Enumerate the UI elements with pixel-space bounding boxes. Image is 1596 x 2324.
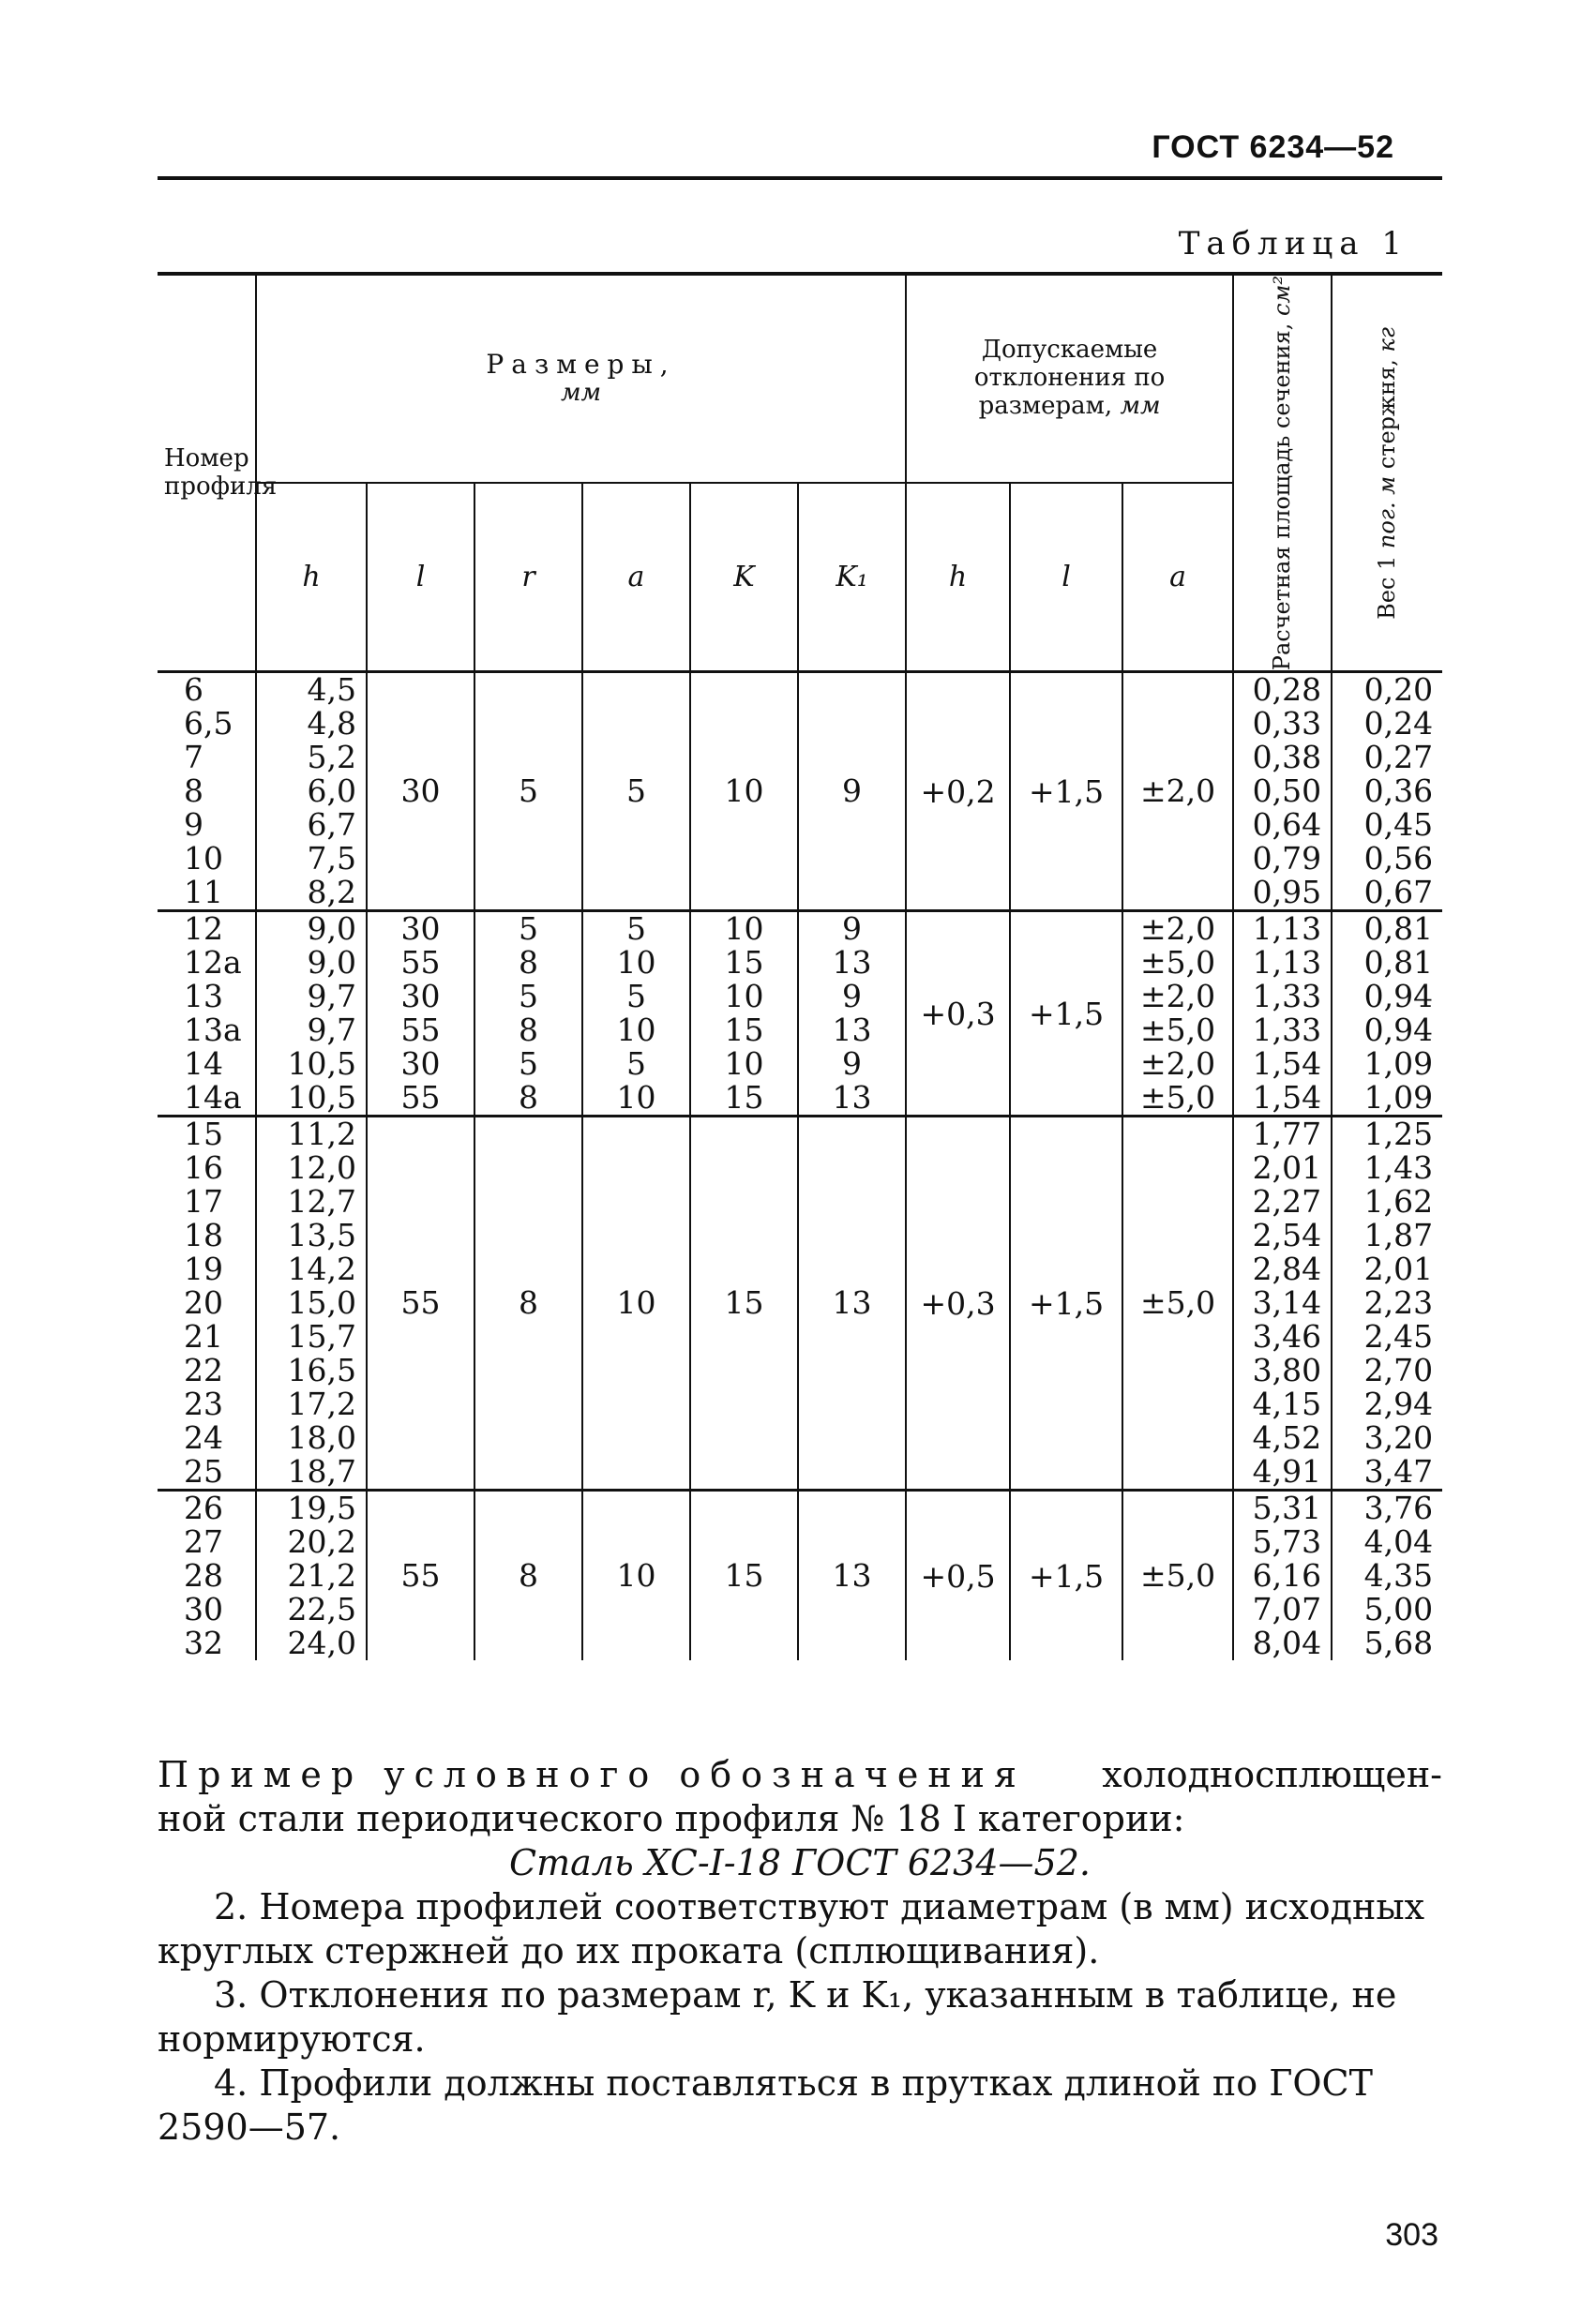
dim-l-values-value: 55 (400, 944, 441, 982)
area-values-value: 0,50 (1252, 772, 1322, 810)
dim-h-values-value: 14,2 (287, 1251, 356, 1288)
profile-numbers-value: 22 (184, 1352, 223, 1389)
dim-h-values (257, 673, 366, 909)
dim-r-values-value: 8 (519, 1079, 538, 1117)
area-values-value: 5,73 (1252, 1523, 1322, 1561)
area-values-value: 1,54 (1252, 1045, 1322, 1083)
dim-a-values-value: 10 (616, 1079, 656, 1117)
weight-values-value: 1,62 (1363, 1183, 1434, 1221)
dim-k1-values-value: 9 (842, 910, 863, 948)
page-number: 303 (1385, 2217, 1438, 2253)
weight-values-value: 0,94 (1363, 978, 1434, 1015)
area-values-value: 2,54 (1252, 1217, 1322, 1254)
note-3: 3. Отклонения по размерам r, K и K₁, указанным в таблице, не нормируются. (158, 1974, 1397, 2060)
dim-k-values-value: 15 (724, 1079, 764, 1117)
profile-numbers-value: 10 (184, 840, 223, 877)
weight-values-value: 2,45 (1363, 1318, 1434, 1356)
dim-l: l (367, 483, 474, 672)
dim-r-values-value: 5 (519, 1045, 538, 1083)
dim-k1-values-value: 13 (832, 944, 872, 982)
dim-k-values (691, 1559, 797, 1593)
table-label: Таблица 1 (1178, 225, 1408, 262)
dim-k-values-value: 10 (724, 1045, 764, 1083)
dim-r-values (475, 774, 581, 808)
tol-l: l (1010, 483, 1122, 672)
dim-l-values-value: 55 (400, 1284, 441, 1322)
example-rest: холодносплющен- (1102, 1754, 1442, 1795)
col-dimensions-unit: мм (560, 378, 602, 407)
dim-k-values-value: 10 (724, 978, 764, 1015)
area-values (1234, 1492, 1331, 1660)
dim-l-values (368, 774, 474, 808)
dim-a-values-value: 10 (616, 1557, 656, 1595)
col-profile-no-label: Номер профиля (164, 443, 278, 501)
table-row-group (158, 1117, 1442, 1491)
dim-a-values (583, 1286, 689, 1320)
dim-k1-values-value: 13 (832, 1557, 872, 1595)
area-values-value: 5,31 (1252, 1490, 1322, 1527)
weight-values-value: 0,20 (1363, 671, 1434, 709)
weight-values-value: 3,47 (1363, 1453, 1434, 1491)
weight-values-value: 1,43 (1363, 1149, 1434, 1187)
dim-h-values-value: 20,2 (287, 1523, 356, 1561)
dim-k1-values (799, 1559, 905, 1593)
weight-values-value: 2,94 (1363, 1386, 1434, 1423)
tol-a-values (1123, 1559, 1232, 1593)
dim-k-values (691, 1286, 797, 1320)
profile-numbers-value: 14 (184, 1045, 223, 1083)
dim-l-values-value: 30 (400, 1045, 441, 1083)
profile-numbers-value: 15 (184, 1116, 223, 1153)
area-values-value: 1,77 (1252, 1116, 1322, 1153)
tol-a-values (1123, 774, 1232, 808)
dim-h-values-value: 10,5 (287, 1079, 356, 1117)
profile-numbers-value: 6 (184, 671, 203, 709)
dim-h-values-value: 7,5 (307, 840, 356, 877)
dim-k1-values-value: 9 (842, 1045, 863, 1083)
dim-a: a (582, 483, 690, 672)
profile-numbers-value: 24 (184, 1419, 223, 1457)
dim-k1-values-value: 9 (842, 978, 863, 1015)
profile-numbers-value: 12а (184, 944, 242, 982)
area-values-value: 0,64 (1252, 806, 1322, 844)
dim-h-values-value: 4,5 (307, 671, 356, 709)
dim-h-values-value: 4,8 (307, 705, 356, 742)
profile-numbers-value: 13а (184, 1012, 242, 1049)
dim-l-values (368, 912, 474, 1115)
profile-numbers-value: 18 (184, 1217, 223, 1254)
tol-l-value: +1,5 (1029, 995, 1105, 1032)
dim-h: h (256, 483, 367, 672)
profile-numbers-value: 20 (184, 1284, 223, 1322)
area-values (1234, 912, 1331, 1115)
tol-a-values-value: ±5,0 (1140, 944, 1216, 982)
area-values-value: 3,80 (1252, 1352, 1322, 1389)
profile-numbers-value: 32 (184, 1625, 223, 1662)
dim-k: K (690, 483, 798, 672)
dim-h-values-value: 6,0 (307, 772, 356, 810)
profile-numbers (158, 1117, 255, 1489)
col-weight-unit2: кг (1374, 326, 1401, 352)
dim-l-values (368, 1559, 474, 1593)
dim-h-values-value: 24,0 (287, 1625, 356, 1662)
profile-numbers-value: 27 (184, 1523, 223, 1561)
col-profile-no (158, 274, 278, 672)
dim-h-values-value: 18,7 (287, 1453, 356, 1491)
weight-values-value: 0,56 (1363, 840, 1434, 877)
area-values-value: 1,13 (1252, 910, 1322, 948)
tol-h-value: +0,3 (920, 1284, 996, 1322)
dim-h-values-value: 18,0 (287, 1419, 356, 1457)
col-weight-mid: стержня, (1374, 358, 1401, 469)
tol-a-values (1123, 1286, 1232, 1320)
tol-h-value: +0,5 (920, 1557, 996, 1595)
col-weight (1332, 274, 1442, 672)
dim-r-values-value: 5 (519, 978, 538, 1015)
table-body (158, 673, 1442, 1660)
header-rule (158, 176, 1442, 180)
dim-r-values-value: 8 (519, 1012, 538, 1049)
area-values-value: 0,38 (1252, 739, 1322, 776)
dim-r-values-value: 5 (519, 772, 538, 810)
table-row-group (158, 1491, 1442, 1661)
tol-a: a (1122, 483, 1233, 672)
dim-h-values (257, 912, 366, 1115)
weight-values-value: 1,25 (1363, 1116, 1434, 1153)
col-area-unit: см² (1269, 276, 1296, 316)
dim-l-values (368, 1286, 474, 1320)
dim-k-values-value: 15 (724, 1284, 764, 1322)
weight-values-value: 4,04 (1363, 1523, 1434, 1561)
tol-a-values (1123, 912, 1232, 1115)
tol-l-value: +1,5 (1029, 1557, 1105, 1595)
area-values-value: 0,33 (1252, 705, 1322, 742)
area-values-value: 0,28 (1252, 671, 1322, 709)
dim-k1-values-value: 13 (832, 1284, 872, 1322)
dim-a-values-value: 5 (626, 772, 646, 810)
dim-h-values-value: 16,5 (287, 1352, 356, 1389)
tol-a-values-value: ±5,0 (1140, 1079, 1216, 1117)
dim-k-values-value: 15 (724, 1012, 764, 1049)
weight-values-value: 0,81 (1363, 944, 1434, 982)
col-tolerances-unit: мм (1120, 391, 1161, 420)
weight-values-value: 3,20 (1363, 1419, 1434, 1457)
example-line-1 (158, 1753, 1442, 1797)
profile-numbers-value: 9 (184, 806, 203, 844)
profile-numbers-value: 19 (184, 1251, 223, 1288)
tol-a-values-value: ±2,0 (1140, 1045, 1216, 1083)
tol-l-value: +1,5 (1029, 1284, 1105, 1322)
area-values-value: 6,16 (1252, 1557, 1322, 1595)
weight-values-value: 3,76 (1363, 1490, 1434, 1527)
profile-numbers-value: 7 (184, 739, 203, 776)
table-header-row (158, 274, 1442, 483)
tol-h: h (906, 483, 1010, 672)
dim-h-values-value: 11,2 (287, 1116, 356, 1153)
dim-h-values (257, 1492, 366, 1660)
profile-numbers-value: 21 (184, 1318, 223, 1356)
dim-l-values-value: 30 (400, 910, 441, 948)
tol-l-value: +1,5 (1029, 772, 1105, 810)
dim-r-values-value: 8 (519, 1284, 538, 1322)
dim-h-values-value: 15,7 (287, 1318, 356, 1356)
dim-h-values-value: 9,7 (307, 1012, 356, 1049)
col-dimensions (256, 274, 906, 483)
tol-a-values-value: ±2,0 (1140, 910, 1216, 948)
weight-values-value: 5,68 (1363, 1625, 1434, 1662)
dim-k1-values (799, 1286, 905, 1320)
weight-values-value: 1,09 (1363, 1079, 1434, 1117)
dim-a-values-value: 10 (616, 1284, 656, 1322)
area-values-value: 8,04 (1252, 1625, 1322, 1662)
tol-a-values-value: ±2,0 (1140, 978, 1216, 1015)
dim-h-values-value: 17,2 (287, 1386, 356, 1423)
profile-numbers (158, 912, 255, 1115)
dim-a-values (583, 912, 689, 1115)
example-designation: Сталь ХС-I-18 ГОСТ 6234—52. (509, 1842, 1091, 1883)
weight-values-value: 2,01 (1363, 1251, 1434, 1288)
notes-section (158, 1753, 1442, 2150)
col-dimensions-label: Размеры, (486, 348, 676, 380)
profile-numbers (158, 673, 255, 909)
dim-h-values-value: 9,7 (307, 978, 356, 1015)
note-2: 2. Номера профилей соответствуют диаметрам (в мм) исходных круглых стержней до их проката (сплющивания). (158, 1886, 1424, 1972)
col-weight-label: Вес 1 (1374, 555, 1401, 620)
dim-l-values-value: 30 (400, 772, 441, 810)
dim-a-values-value: 5 (626, 910, 646, 948)
profile-numbers (158, 1492, 255, 1660)
dim-h-values-value: 12,7 (287, 1183, 356, 1221)
weight-values-value: 0,27 (1363, 739, 1434, 776)
area-values-value: 0,95 (1252, 874, 1322, 911)
dim-k-values-value: 10 (724, 772, 764, 810)
dim-k1-values-value: 13 (832, 1012, 872, 1049)
dim-r-values-value: 8 (519, 1557, 538, 1595)
weight-values-value: 0,67 (1363, 874, 1434, 911)
profile-numbers-value: 25 (184, 1453, 223, 1491)
table-row-group (158, 673, 1442, 911)
col-area-label: Расчетная площадь сечения, (1269, 322, 1296, 671)
dim-h-values-value: 6,7 (307, 806, 356, 844)
profile-numbers-value: 12 (184, 910, 223, 948)
dim-a-values-value: 10 (616, 1012, 656, 1049)
dim-k1-values (799, 774, 905, 808)
col-tolerances-label: Допускаемые отклонения по размерам, (973, 336, 1166, 420)
profile-numbers-value: 17 (184, 1183, 223, 1221)
profile-table-container (158, 272, 1442, 1660)
dim-a-values-value: 10 (616, 944, 656, 982)
dim-k1-values (799, 912, 905, 1115)
dim-r-values-value: 8 (519, 944, 538, 982)
weight-values-value: 2,70 (1363, 1352, 1434, 1389)
profile-numbers-value: 23 (184, 1386, 223, 1423)
tol-h-value: +0,2 (920, 772, 996, 810)
dim-k-values (691, 912, 797, 1115)
dim-h-values-value: 21,2 (287, 1557, 356, 1595)
dim-l-values-value: 30 (400, 978, 441, 1015)
dim-k1-values-value: 13 (832, 1079, 872, 1117)
col-weight-unit1: пог. м (1374, 475, 1401, 548)
weight-values (1333, 1117, 1442, 1489)
dim-r-values (475, 1286, 581, 1320)
weight-values-value: 2,23 (1363, 1284, 1434, 1322)
area-values-value: 4,15 (1252, 1386, 1322, 1423)
area-values-value: 3,46 (1252, 1318, 1322, 1356)
dim-h-values-value: 12,0 (287, 1149, 356, 1187)
weight-values-value: 0,94 (1363, 1012, 1434, 1049)
dim-a-values-value: 5 (626, 978, 646, 1015)
dim-r-values (475, 912, 581, 1115)
dim-h-values-value: 8,2 (307, 874, 356, 911)
dim-l-values-value: 55 (400, 1079, 441, 1117)
weight-values (1333, 1492, 1442, 1660)
profile-numbers-value: 13 (184, 978, 223, 1015)
tol-a-values-value: ±5,0 (1140, 1012, 1216, 1049)
weight-values (1333, 912, 1442, 1115)
area-values-value: 3,14 (1252, 1284, 1322, 1322)
dim-a-values (583, 1559, 689, 1593)
dim-a-values-value: 5 (626, 1045, 646, 1083)
weight-values-value: 0,81 (1363, 910, 1434, 948)
weight-values-value: 4,35 (1363, 1557, 1434, 1595)
weight-values-value: 1,87 (1363, 1217, 1434, 1254)
document-code: ГОСТ 6234—52 (1152, 129, 1394, 165)
note-4: 4. Профили должны поставляться в прутках длиной по ГОСТ 2590—57. (158, 2062, 1373, 2148)
profile-numbers-value: 16 (184, 1149, 223, 1187)
dim-k1-values-value: 9 (842, 772, 863, 810)
dim-h-values-value: 10,5 (287, 1045, 356, 1083)
profile-numbers-value: 6,5 (184, 705, 233, 742)
col-area (1233, 274, 1332, 672)
dim-k-values-value: 15 (724, 1557, 764, 1595)
area-values (1234, 1117, 1331, 1489)
dim-k-values (691, 774, 797, 808)
tol-a-values-value: ±2,0 (1140, 772, 1216, 810)
area-values-value: 2,27 (1252, 1183, 1322, 1221)
area-values-value: 1,33 (1252, 1012, 1322, 1049)
tol-a-values-value: ±5,0 (1140, 1284, 1216, 1322)
profile-numbers-value: 8 (184, 772, 203, 810)
profile-numbers-value: 30 (184, 1591, 223, 1628)
area-values-value: 7,07 (1252, 1591, 1322, 1628)
weight-values-value: 1,09 (1363, 1045, 1434, 1083)
profile-numbers-value: 14а (184, 1079, 242, 1117)
profile-numbers-value: 28 (184, 1557, 223, 1595)
dim-r: r (474, 483, 582, 672)
dim-l-values-value: 55 (400, 1557, 441, 1595)
weight-values-value: 0,36 (1363, 772, 1434, 810)
dim-h-values-value: 5,2 (307, 739, 356, 776)
dim-a-values (583, 774, 689, 808)
dim-r-values (475, 1559, 581, 1593)
dim-h-values-value: 19,5 (287, 1490, 356, 1527)
dim-h-values-value: 9,0 (307, 910, 356, 948)
dim-h-values-value: 15,0 (287, 1284, 356, 1322)
table-row-group (158, 911, 1442, 1117)
profile-table (158, 272, 1442, 1660)
area-values-value: 4,52 (1252, 1419, 1322, 1457)
example-intro: Пример условного обозначения (158, 1754, 1026, 1795)
dim-k-values-value: 10 (724, 910, 764, 948)
dim-h-values-value: 22,5 (287, 1591, 356, 1628)
weight-values-value: 0,24 (1363, 705, 1434, 742)
dim-h-values-value: 13,5 (287, 1217, 356, 1254)
dim-h-values (257, 1117, 366, 1489)
weight-values (1333, 673, 1442, 909)
dim-k-values-value: 15 (724, 944, 764, 982)
area-values-value: 1,54 (1252, 1079, 1322, 1117)
profile-numbers-value: 26 (184, 1490, 223, 1527)
area-values-value: 0,79 (1252, 840, 1322, 877)
weight-values-value: 0,45 (1363, 806, 1434, 844)
weight-values-value: 5,00 (1363, 1591, 1434, 1628)
area-values (1234, 673, 1331, 909)
area-values-value: 2,84 (1252, 1251, 1322, 1288)
profile-numbers-value: 11 (184, 874, 223, 911)
area-values-value: 2,01 (1252, 1149, 1322, 1187)
dim-h-values-value: 9,0 (307, 944, 356, 982)
area-values-value: 1,33 (1252, 978, 1322, 1015)
area-values-value: 1,13 (1252, 944, 1322, 982)
tol-a-values-value: ±5,0 (1140, 1557, 1216, 1595)
dim-r-values-value: 5 (519, 910, 538, 948)
example-line-2: ной стали периодического профиля № 18 I категории: (158, 1798, 1185, 1839)
dim-k1: K₁ (798, 483, 906, 672)
dim-l-values-value: 55 (400, 1012, 441, 1049)
tol-h-value: +0,3 (920, 995, 996, 1032)
col-tolerances (906, 274, 1233, 483)
area-values-value: 4,91 (1252, 1453, 1322, 1491)
